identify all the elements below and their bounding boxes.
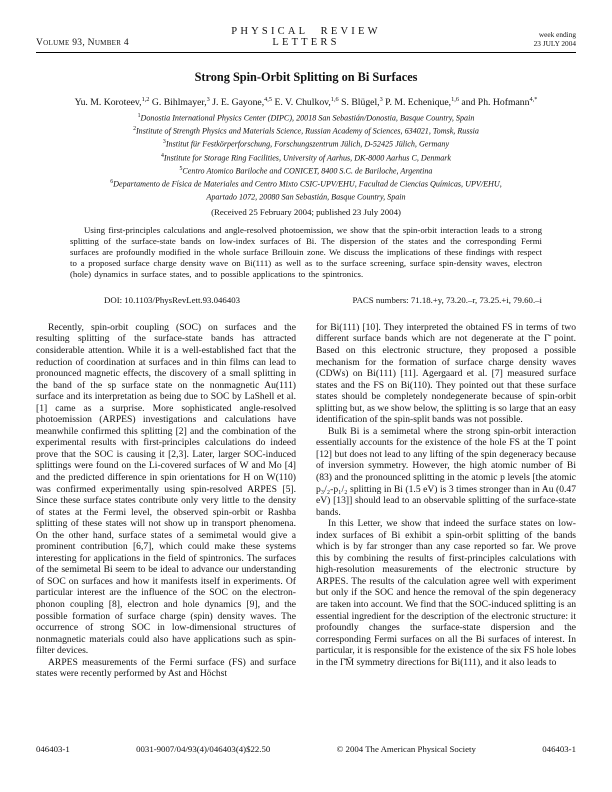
author-name: E. V. Chulkov, [272, 97, 331, 109]
copyright-notice: © 2004 The American Physical Society [336, 744, 476, 754]
author [383, 97, 459, 108]
affil-text: Apartado 1072, 20080 San Sebastián, Basque Country, Spain [206, 192, 406, 202]
author [75, 97, 150, 108]
affiliation-line [36, 151, 576, 164]
author-affil-marker: 1,6 [330, 96, 339, 103]
author [459, 97, 537, 108]
author-name: Yu. M. Koroteev, [74, 97, 142, 109]
author [210, 97, 272, 108]
page-footer [36, 744, 576, 754]
pacs-numbers: PACS numbers: 71.18.+y, 73.20.–r, 73.25.+i, 79.60.–i [352, 294, 542, 305]
author-affil-marker: 3 [206, 96, 210, 103]
affiliation-line [36, 177, 576, 190]
body-paragraph: Recently, spin-orbit coupling (SOC) on surfaces and the resulting splitting of the surface-state bands has attracted considerable attention. While it is a well-established fact that the reduction of coordination at surfaces and in thin films can lead to pronounced magnetic effects, the discovery of a small splitting in the band of the sp surface state on the nonmagnetic Au(111) surface and its interpretation as being due to SOC by LaShell et al. [1] came as a surprise. More sophisticated angle-resolved photoemission (ARPES) investigations and calculations have meanwhile confirmed this splitting [2] and the combination of the experimental results with first-principles calculations do indeed prove that the SOC is causing it [2,3]. Later, larger SOC-induced splittings were found on the Li-covered surfaces of W and Mo [4] and the predicted difference in spin orientations for H on W(110) was confirmed experimentally using spin-resolved ARPES [5]. Since these surface states contribute only very little to the density of states at the Fermi level, the observed spin-orbit or Rashba splitting of these states will not show up in transport phenomena. On the other hand, surface states of a semimetal would give a prominent contribution [6,7], which could make these systems interesting for applications in the field of spintronics. The surfaces of the semimetal Bi seem to be ideal to advance our understanding of SOC on surfaces and how it manifests itself in experiments. Of particular interest are the influence of the SOC on the electron-phonon coupling [8], electron and hole dynamics [9], and the possible formation of surface charge (spin) density waves. The occurrence of strong SOC in low-dimensional structures of nonmagnetic materials could also have applications such as spin-filter devices. [36, 321, 296, 657]
issue-date: 23 JULY 2004 [533, 39, 576, 48]
body-paragraph: Bulk Bi is a semimetal where the strong spin-orbit interaction essentially accounts for the existence of the hole FS at the T point [12] but does not lead to any lifting of the spin degeneracy because of inversion symmetry. However, the high atomic number of Bi (83) and the pronounced splitting in the atomic p levels [the atomic p₃/₂-p₁/₂ splitting in Bi (1.5 eV) is 3 times stronger than in Au (0.47 eV) [13]] should lead to an observable splitting of the surface-state bands. [316, 425, 576, 518]
author-list [36, 96, 576, 108]
affil-text: Institute of Strength Physics and Materials Science, Russian Academy of Sciences, 634021, Tomsk, Russia [135, 127, 479, 137]
body-paragraph: ARPES measurements of the Fermi surface (FS) and surface states were recently performed by Ast and Höchst [36, 656, 296, 680]
abstract: Using first-principles calculations and angle-resolved photoemission, we show that the spin-orbit interaction leads to a strong splitting of the surface-state bands on low-index surfaces of Bi. The dispersion of the states and the corresponding Fermi surfaces are profoundly modified in the whole surface Brillouin zone. We discuss the implications of these findings with respect to a proposed surface charge density wave on Bi(111) as well as to the surface screening, surface spin-density waves, electron (hole) dynamics in surface states, and to possible applications to the spintronics. [70, 224, 542, 279]
left-column [36, 322, 296, 680]
body-paragraph: for Bi(111) [10]. They interpreted the obtained FS in terms of two different surface bands which are not degenerate at the Γ̄ point. Based on this electronic structure, they proposed a possible mechanism for the formation of surface charge density waves (CDWs) on Bi(111) [11]. Agergaard et al. [7] measured surface states and the FS on Bi(110). They pointed out that these surface states should be completely nondegenerate because of spin-orbit splitting but, as we show below, the splitting is so large that an easy identification of the spin-split bands was not possible. [316, 321, 576, 426]
affil-text: Centro Atomico Bariloche and CONICET, 8400 S.C. de Bariloche, Argentina [182, 166, 433, 176]
affiliation-line [36, 190, 576, 203]
affil-text: Institut für Festkörperforschung, Forschungszentrum Jülich, D-52425 Jülich, Germany [165, 140, 450, 150]
volume-number: Volume 93, Number 4 [36, 38, 129, 48]
author-affil-marker: 4,* [529, 96, 538, 103]
author [272, 97, 339, 108]
author-name: P. M. Echenique, [382, 97, 452, 109]
author-name: G. Bihlmayer, [149, 97, 207, 109]
affiliation-line [36, 164, 576, 177]
affil-marker: 5 [179, 165, 183, 172]
page-number-left: 046403-1 [36, 744, 70, 754]
article-title: Strong Spin-Orbit Splitting on Bi Surfaces [194, 70, 418, 84]
journal-title: PHYSICAL REVIEW LETTERS [231, 26, 381, 48]
author-name: and Ph. Hofmann [458, 97, 530, 109]
body-paragraph: In this Letter, we show that indeed the surface states on low-index surfaces of Bi exhibit a spin-orbit splitting of the bands which is by far stronger than any case reported so far. We prove this by combining the results of first-principles calculations with high-resolution measurements of the electronic structure by ARPES. The results of the calculation agree well with experiment but only if the SOC and hence the removal of the spin degeneracy are taken into account. We find that the SOC-induced splitting is an essential ingredient for the description of the electronic structure: it profoundly changes the surface-state dispersion and the corresponding Fermi surfaces on all the Bi surfaces of interest. In particular, it is responsible for the existence of the six FS hole lobes in the Γ̄M̄ symmetry directions for Bi(111), and it also leads to [316, 518, 576, 668]
author-affil-marker: 1,6 [451, 96, 459, 103]
affil-text: Departamento de Física de Materiales and Centro Mixto CSIC-UPV/EHU, Facultad de Ciencias Químicas, UPV/EHU, [113, 179, 502, 189]
right-column [316, 322, 576, 680]
received-dates: (Received 25 February 2004; published 23 July 2004) [211, 206, 401, 217]
affil-text: Donostia International Physics Center (DIPC), 20018 San Sebastián/Donostia, Basque Country, Spain [140, 113, 475, 123]
doi: DOI: 10.1103/PhysRevLett.93.046403 [104, 294, 241, 305]
page-number-right: 046403-1 [542, 744, 576, 754]
author-affil-marker: 3 [379, 96, 383, 103]
author-affil-marker: 1,2 [141, 96, 150, 103]
affiliation-list [36, 111, 576, 203]
affil-marker: 1 [137, 113, 141, 120]
author-affil-marker: 4,5 [264, 96, 273, 103]
affil-marker: 2 [133, 126, 136, 133]
author-name: J. E. Gayone, [209, 97, 265, 109]
doi-pacs-row [70, 295, 542, 305]
author-name: S. Blügel, [338, 97, 380, 109]
affil-marker: 4 [160, 152, 164, 159]
affiliation-line [36, 111, 576, 124]
issn-price-code: 0031-9007/04/93(4)/046403(4)$22.50 [136, 744, 271, 754]
author [339, 97, 383, 108]
week-ending [416, 30, 576, 48]
author [149, 97, 209, 108]
journal-header [36, 26, 576, 53]
affiliation-line [36, 124, 576, 137]
week-ending-label: week ending [538, 30, 576, 39]
affil-text: Institute for Storage Ring Facilities, University of Aarhus, DK-8000 Aarhus C, Denmark [163, 153, 452, 163]
affil-marker: 6 [110, 178, 114, 185]
article-body [36, 322, 576, 680]
affiliation-line [36, 137, 576, 150]
affil-marker: 3 [162, 139, 166, 146]
